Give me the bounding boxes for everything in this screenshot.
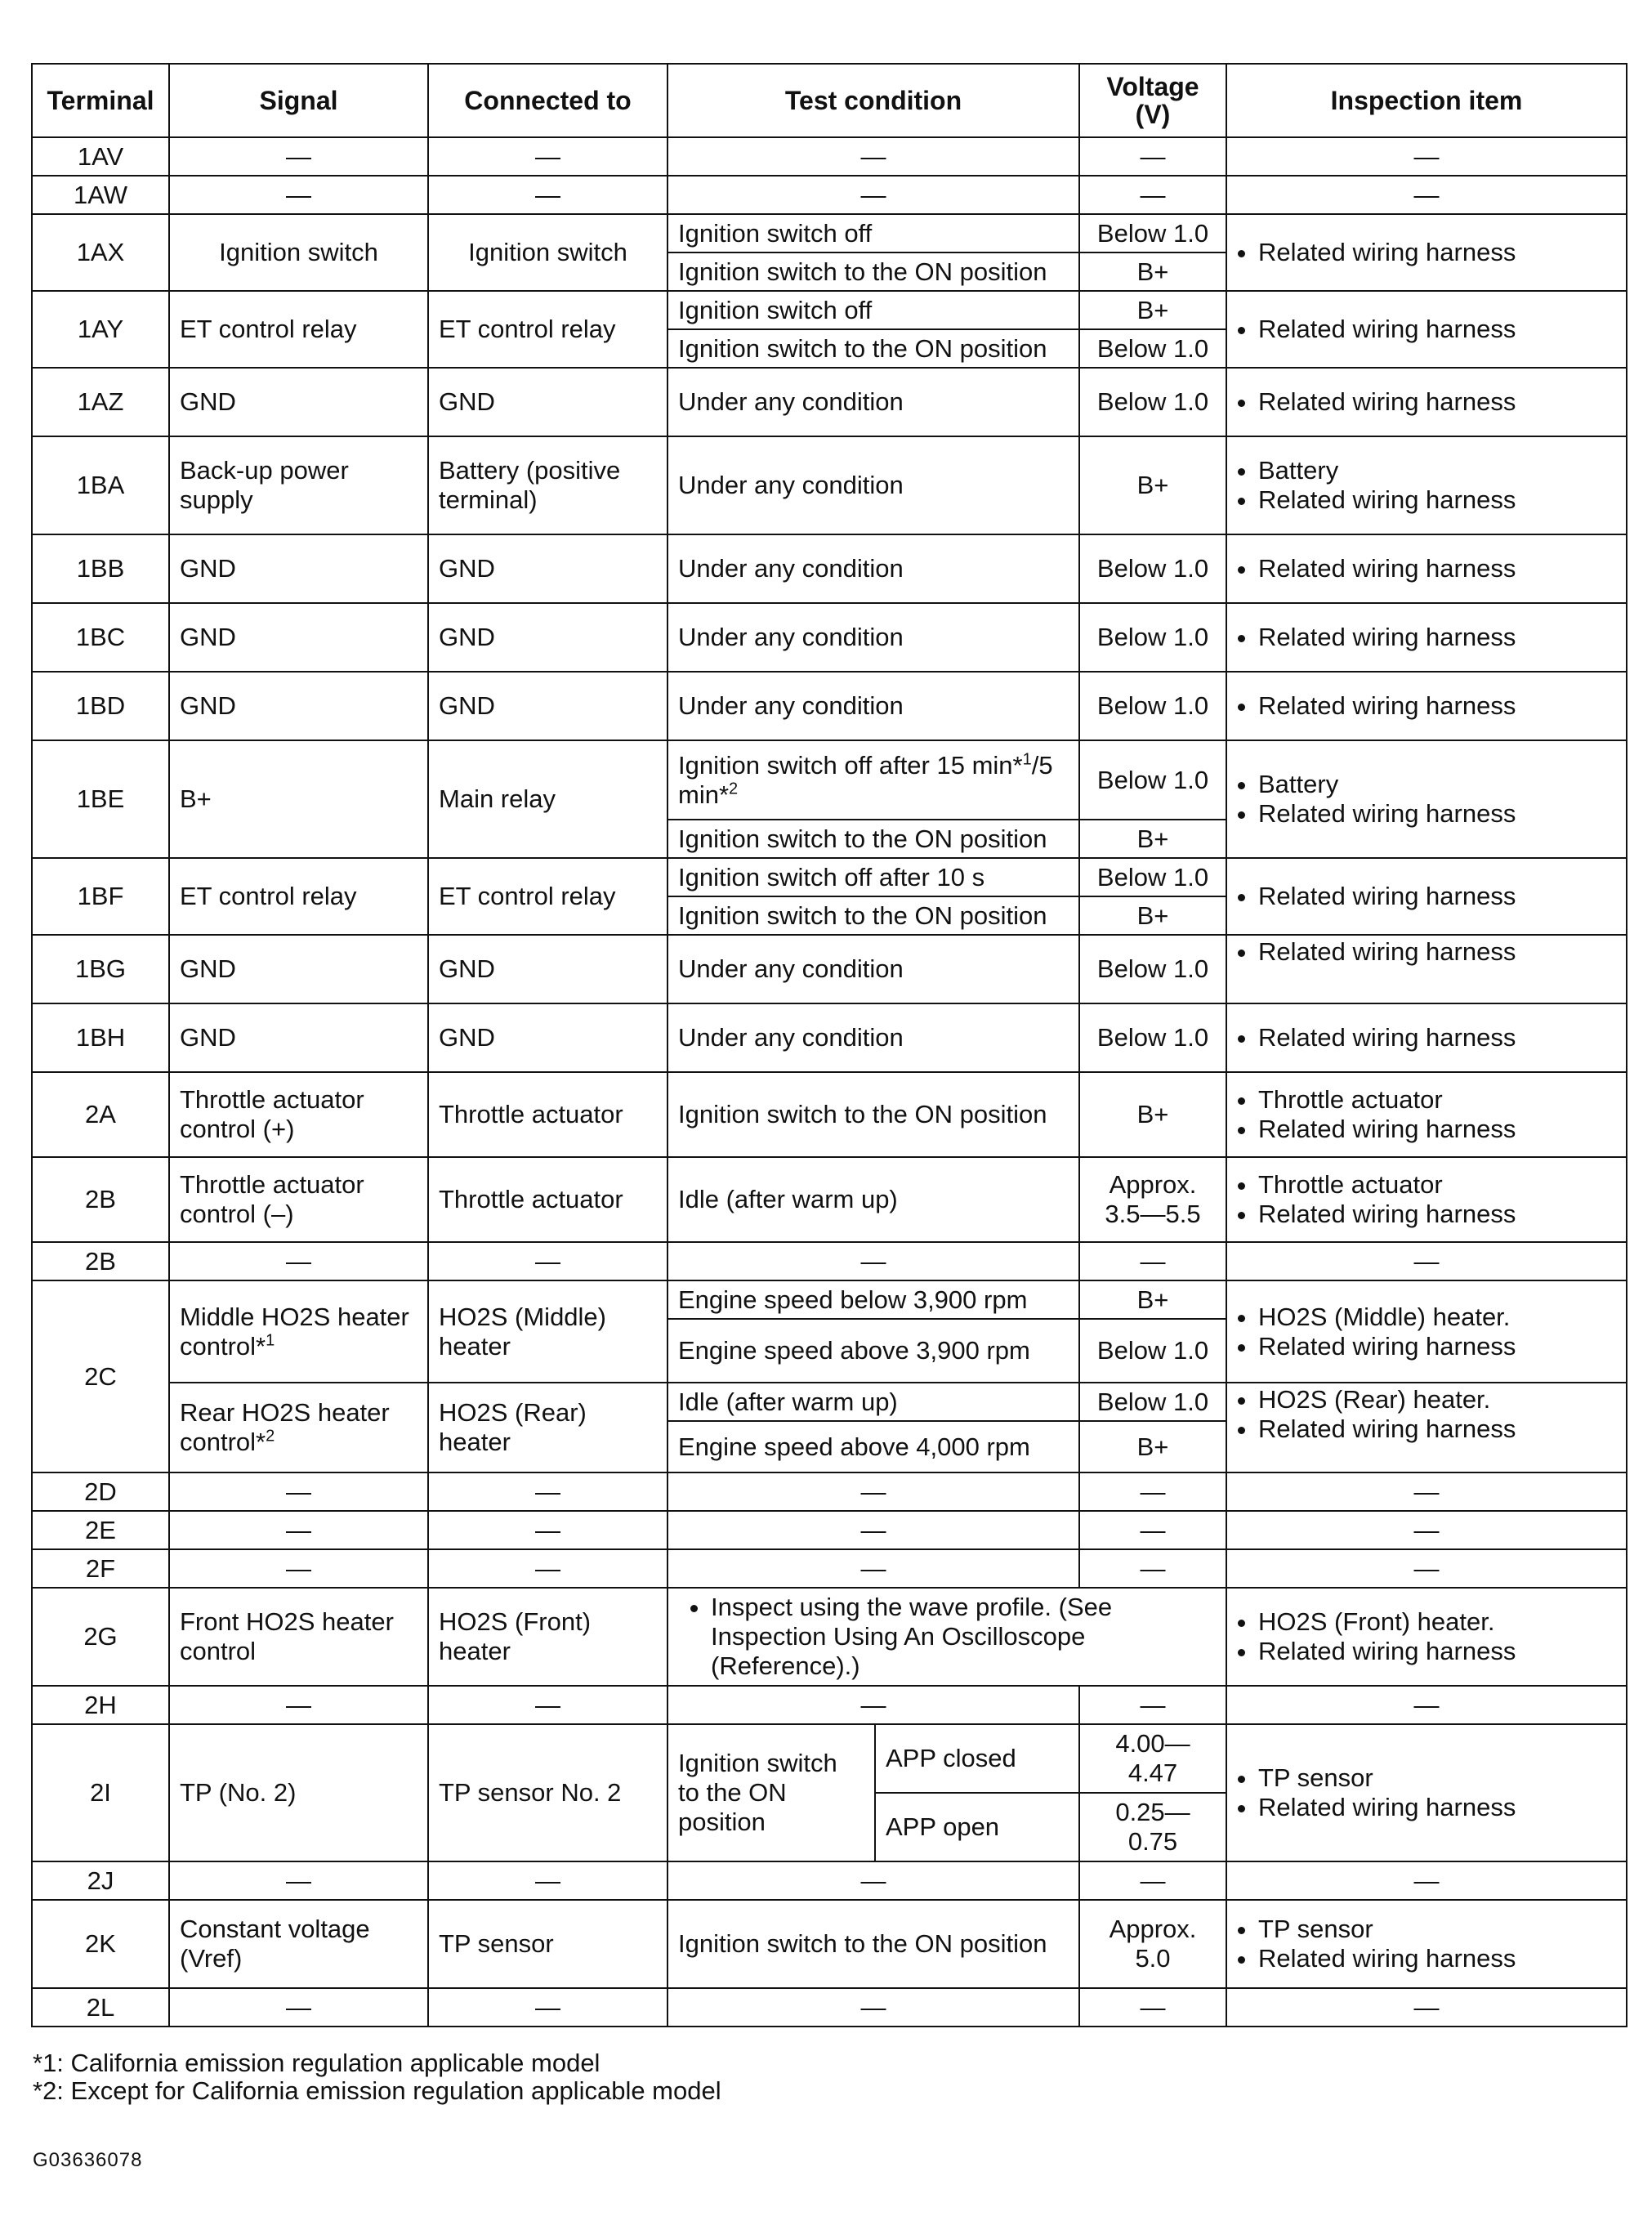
inspection-cell: — — [1226, 1242, 1627, 1280]
voltage-cell: B+ — [1079, 252, 1226, 291]
condition-cell: Ignition switch to the ON position — [667, 1724, 875, 1861]
inspection-item: • Related wiring harness — [1258, 238, 1616, 267]
signal-cell: GND — [169, 672, 428, 740]
inspection-cell: — — [1226, 1686, 1627, 1724]
voltage-cell: B+ — [1079, 820, 1226, 858]
condition-cell: Under any condition — [667, 603, 1079, 672]
connected-cell: — — [428, 1472, 667, 1511]
table-row — [32, 176, 1627, 214]
footnote-ref-2: 2 — [266, 1427, 275, 1446]
footnote-1: *1: California emission regulation applicable model — [33, 2049, 601, 2077]
signal-cell: — — [169, 1242, 428, 1280]
voltage-cell: Below 1.0 — [1079, 603, 1226, 672]
inspection-cell — [1226, 534, 1627, 603]
footnote-ref-2: 2 — [729, 780, 739, 798]
signal-cell: — — [169, 1861, 428, 1900]
voltage-cell: Below 1.0 — [1079, 858, 1226, 896]
inspection-item: • Related wiring harness — [1258, 1115, 1616, 1144]
connected-cell: GND — [428, 368, 667, 436]
table-row — [32, 1861, 1627, 1900]
footnote-ref-1: 1 — [1022, 750, 1032, 769]
connected-cell: — — [428, 1549, 667, 1588]
inspection-item: • Battery — [1258, 456, 1616, 485]
connected-cell: — — [428, 1511, 667, 1549]
voltage-cell: B+ — [1079, 896, 1226, 935]
header-signal: Signal — [169, 64, 428, 137]
condition-sub-cell: APP open — [875, 1793, 1079, 1861]
condition-cell: — — [667, 1988, 1079, 2027]
voltage-cell: — — [1079, 1861, 1226, 1900]
condition-cell: Under any condition — [667, 436, 1079, 534]
inspection-cell — [1226, 858, 1627, 935]
signal-cell: — — [169, 137, 428, 176]
terminal-cell: 2L — [32, 1988, 169, 2027]
inspection-cell: — — [1226, 137, 1627, 176]
condition-cell: Ignition switch to the ON position — [667, 820, 1079, 858]
condition-cell: Ignition switch off — [667, 291, 1079, 329]
terminal-cell: 1BF — [32, 858, 169, 935]
figure-id: G03636078 — [33, 2149, 143, 2171]
condition-cell: — — [667, 1511, 1079, 1549]
voltage-cell: 4.00—4.47 — [1079, 1724, 1226, 1793]
inspection-cell — [1226, 1157, 1627, 1242]
table-row — [32, 1900, 1627, 1988]
inspection-item: • Related wiring harness — [1258, 554, 1616, 583]
condition-cell: Under any condition — [667, 672, 1079, 740]
terminal-cell: 1AY — [32, 291, 169, 368]
inspection-cell — [1226, 603, 1627, 672]
voltage-cell: B+ — [1079, 1421, 1226, 1472]
header-connected-to: Connected to — [428, 64, 667, 137]
inspection-cell — [1226, 368, 1627, 436]
voltage-cell: Below 1.0 — [1079, 1319, 1226, 1383]
terminal-cell: 2B — [32, 1242, 169, 1280]
signal-text: Middle HO2S heater control* — [180, 1302, 409, 1361]
condition-cell: Under any condition — [667, 935, 1079, 1003]
signal-cell: — — [169, 1988, 428, 2027]
terminal-cell: 1BH — [32, 1003, 169, 1072]
table-row — [32, 137, 1627, 176]
table-row — [32, 1280, 1627, 1319]
table-row — [32, 1549, 1627, 1588]
condition-cell: — — [667, 1242, 1079, 1280]
inspection-item: • Related wiring harness — [1258, 1414, 1616, 1444]
voltage-cell: Approx. 5.0 — [1079, 1900, 1226, 1988]
voltage-cell: B+ — [1079, 291, 1226, 329]
voltage-cell: — — [1079, 1511, 1226, 1549]
condition-cell: Engine speed above 4,000 rpm — [667, 1421, 1079, 1472]
condition-sub-cell: APP closed — [875, 1724, 1079, 1793]
inspection-item: • Related wiring harness — [1258, 623, 1616, 652]
signal-cell: — — [169, 1549, 428, 1588]
inspection-item: • Throttle actuator — [1258, 1170, 1616, 1200]
table-row — [32, 436, 1627, 534]
terminal-cell: 2G — [32, 1588, 169, 1686]
voltage-cell: Below 1.0 — [1079, 1383, 1226, 1421]
condition-cell: Under any condition — [667, 368, 1079, 436]
inspection-item: • HO2S (Rear) heater. — [1258, 1385, 1616, 1414]
condition-cell: Ignition switch to the ON position — [667, 329, 1079, 368]
table-header-row — [32, 64, 1627, 137]
signal-cell: GND — [169, 603, 428, 672]
inspection-item: • Related wiring harness — [1258, 315, 1616, 344]
terminal-cell: 2J — [32, 1861, 169, 1900]
voltage-cell: Below 1.0 — [1079, 214, 1226, 252]
condition-cell: Ignition switch off — [667, 214, 1079, 252]
connected-cell: — — [428, 1242, 667, 1280]
table-row — [32, 368, 1627, 436]
inspection-item: • Related wiring harness — [1258, 937, 1616, 967]
signal-cell: ET control relay — [169, 291, 428, 368]
inspection-item: • HO2S (Middle) heater. — [1258, 1303, 1616, 1332]
connected-cell: — — [428, 1686, 667, 1724]
signal-cell: ET control relay — [169, 858, 428, 935]
signal-cell — [169, 1280, 428, 1383]
voltage-cell: B+ — [1079, 1280, 1226, 1319]
terminal-cell: 1BA — [32, 436, 169, 534]
table-row — [32, 1588, 1627, 1686]
terminal-cell: 1AV — [32, 137, 169, 176]
voltage-cell: Below 1.0 — [1079, 368, 1226, 436]
voltage-cell: — — [1079, 1242, 1226, 1280]
signal-cell: GND — [169, 534, 428, 603]
connected-cell: Throttle actuator — [428, 1157, 667, 1242]
voltage-cell: Below 1.0 — [1079, 534, 1226, 603]
terminal-cell: 2A — [32, 1072, 169, 1157]
inspection-cell — [1226, 436, 1627, 534]
signal-cell: GND — [169, 1003, 428, 1072]
terminal-cell: 1BD — [32, 672, 169, 740]
signal-cell: — — [169, 1511, 428, 1549]
condition-cell: — — [667, 1472, 1079, 1511]
inspection-item: • HO2S (Front) heater. — [1258, 1607, 1616, 1637]
terminal-cell: 1AZ — [32, 368, 169, 436]
signal-cell: Back-up power supply — [169, 436, 428, 534]
condition-cell: Engine speed below 3,900 rpm — [667, 1280, 1079, 1319]
terminal-cell: 2D — [32, 1472, 169, 1511]
signal-cell: B+ — [169, 740, 428, 858]
signal-cell: Ignition switch — [169, 214, 428, 291]
terminal-cell: 1BE — [32, 740, 169, 858]
terminal-cell: 1AW — [32, 176, 169, 214]
condition-cell: Ignition switch to the ON position — [667, 252, 1079, 291]
condition-cell: — — [667, 1549, 1079, 1588]
voltage-cell: Below 1.0 — [1079, 672, 1226, 740]
voltage-cell: — — [1079, 137, 1226, 176]
table-row — [32, 1511, 1627, 1549]
inspection-cell — [1226, 214, 1627, 291]
connected-cell: ET control relay — [428, 291, 667, 368]
condition-cell: Ignition switch to the ON position — [667, 896, 1079, 935]
connected-cell: HO2S (Front) heater — [428, 1588, 667, 1686]
terminal-cell: 1BC — [32, 603, 169, 672]
condition-cell: Idle (after warm up) — [667, 1157, 1079, 1242]
table-row — [32, 1242, 1627, 1280]
table-row — [32, 1157, 1627, 1242]
inspection-item: • Related wiring harness — [1258, 691, 1616, 721]
inspection-item: • Related wiring harness — [1258, 1793, 1616, 1822]
condition-cell: Ignition switch off after 10 s — [667, 858, 1079, 896]
signal-cell — [169, 1383, 428, 1472]
condition-cell: Idle (after warm up) — [667, 1383, 1079, 1421]
connected-cell: — — [428, 1988, 667, 2027]
inspection-item: • Related wiring harness — [1258, 882, 1616, 911]
condition-cell — [667, 740, 1079, 820]
signal-text: Rear HO2S heater control* — [180, 1398, 390, 1456]
inspection-item: • Related wiring harness — [1258, 1023, 1616, 1052]
footnote-2: *2: Except for California emission regulation applicable model — [33, 2076, 721, 2105]
table-row — [32, 672, 1627, 740]
inspection-item: • TP sensor — [1258, 1915, 1616, 1944]
connected-cell: — — [428, 1861, 667, 1900]
signal-cell: — — [169, 176, 428, 214]
voltage-cell: Below 1.0 — [1079, 740, 1226, 820]
connected-cell: GND — [428, 672, 667, 740]
voltage-cell: B+ — [1079, 1072, 1226, 1157]
inspection-cell — [1226, 291, 1627, 368]
connected-cell: Main relay — [428, 740, 667, 858]
condition-cell: Ignition switch to the ON position — [667, 1072, 1079, 1157]
inspection-item: • Related wiring harness — [1258, 1944, 1616, 1973]
signal-cell: Constant voltage (Vref) — [169, 1900, 428, 1988]
condition-cell: Under any condition — [667, 534, 1079, 603]
terminal-cell: 2K — [32, 1900, 169, 1988]
table-row — [32, 1383, 1627, 1421]
signal-cell: TP (No. 2) — [169, 1724, 428, 1861]
connected-cell: Throttle actuator — [428, 1072, 667, 1157]
table-row — [32, 1003, 1627, 1072]
table-row — [32, 1988, 1627, 2027]
terminal-cell: 2H — [32, 1686, 169, 1724]
terminal-cell: 2F — [32, 1549, 169, 1588]
table-row — [32, 603, 1627, 672]
condition-cell: — — [667, 137, 1079, 176]
connected-cell: GND — [428, 603, 667, 672]
connected-cell: GND — [428, 534, 667, 603]
connected-cell: TP sensor No. 2 — [428, 1724, 667, 1861]
inspection-item: • TP sensor — [1258, 1763, 1616, 1793]
voltage-cell: — — [1079, 1988, 1226, 2027]
table-row — [32, 935, 1627, 1003]
table-row — [32, 214, 1627, 252]
terminal-cell: 2E — [32, 1511, 169, 1549]
inspection-cell: — — [1226, 1861, 1627, 1900]
voltage-cell: 0.25—0.75 — [1079, 1793, 1226, 1861]
signal-cell: GND — [169, 368, 428, 436]
connected-cell: — — [428, 176, 667, 214]
inspection-cell: — — [1226, 1472, 1627, 1511]
table-row — [32, 858, 1627, 896]
condition-cell: Under any condition — [667, 1003, 1079, 1072]
connected-cell: — — [428, 137, 667, 176]
inspection-item: • Related wiring harness — [1258, 1332, 1616, 1361]
header-voltage: Voltage (V) — [1079, 64, 1226, 137]
table-row — [32, 291, 1627, 329]
terminal-cell: 2C — [32, 1280, 169, 1472]
signal-cell: Front HO2S heater control — [169, 1588, 428, 1686]
inspection-cell — [1226, 1280, 1627, 1383]
inspection-item: • Related wiring harness — [1258, 799, 1616, 829]
inspection-item: • Throttle actuator — [1258, 1085, 1616, 1115]
inspection-cell — [1226, 1383, 1627, 1472]
signal-cell: — — [169, 1686, 428, 1724]
inspection-cell — [1226, 1003, 1627, 1072]
terminal-cell: 2B — [32, 1157, 169, 1242]
footnotes — [33, 2049, 721, 2105]
signal-cell: Throttle actuator control (+) — [169, 1072, 428, 1157]
condition-text: Ignition switch off after 15 min* — [678, 750, 1023, 780]
table-row — [32, 740, 1627, 820]
inspection-cell — [1226, 1072, 1627, 1157]
condition-text: /5 min* — [678, 750, 1053, 809]
terminal-inspection-table — [31, 63, 1627, 2027]
voltage-cell: — — [1079, 1549, 1226, 1588]
footnote-ref-1: 1 — [266, 1331, 275, 1350]
connected-cell: GND — [428, 1003, 667, 1072]
inspection-cell — [1226, 1900, 1627, 1988]
connected-cell: GND — [428, 935, 667, 1003]
connected-cell: Ignition switch — [428, 214, 667, 291]
voltage-cell: Approx. 3.5—5.5 — [1079, 1157, 1226, 1242]
inspection-cell — [1226, 672, 1627, 740]
condition-cell: Engine speed above 3,900 rpm — [667, 1319, 1079, 1383]
header-inspection-item: Inspection item — [1226, 64, 1627, 137]
inspection-cell: — — [1226, 1549, 1627, 1588]
inspection-item: • Related wiring harness — [1258, 1200, 1616, 1229]
inspection-cell — [1226, 740, 1627, 858]
table-row — [32, 1686, 1627, 1724]
voltage-cell: — — [1079, 1686, 1226, 1724]
terminal-cell: 2I — [32, 1724, 169, 1861]
condition-cell: Ignition switch to the ON position — [667, 1900, 1079, 1988]
voltage-cell: B+ — [1079, 436, 1226, 534]
table-row — [32, 1472, 1627, 1511]
connected-cell: Battery (positive terminal) — [428, 436, 667, 534]
condition-cell — [667, 1588, 1226, 1686]
table-row — [32, 1072, 1627, 1157]
header-terminal: Terminal — [32, 64, 169, 137]
voltage-cell: Below 1.0 — [1079, 329, 1226, 368]
voltage-cell: — — [1079, 1472, 1226, 1511]
inspection-cell: — — [1226, 176, 1627, 214]
inspection-cell — [1226, 1588, 1627, 1686]
signal-cell: Throttle actuator control (–) — [169, 1157, 428, 1242]
table-row — [32, 534, 1627, 603]
terminal-cell: 1BB — [32, 534, 169, 603]
inspection-item: • Battery — [1258, 770, 1616, 799]
condition-cell: — — [667, 1686, 1079, 1724]
connected-cell: ET control relay — [428, 858, 667, 935]
condition-item: • Inspect using the wave profile. (See Inspection Using An Oscilloscope (Reference).) — [711, 1593, 1216, 1681]
connected-cell: HO2S (Rear) heater — [428, 1383, 667, 1472]
terminal-cell: 1BG — [32, 935, 169, 1003]
connected-cell: TP sensor — [428, 1900, 667, 1988]
header-test-condition: Test condition — [667, 64, 1079, 137]
inspection-cell — [1226, 1724, 1627, 1861]
terminal-cell: 1AX — [32, 214, 169, 291]
inspection-item: • Related wiring harness — [1258, 387, 1616, 417]
inspection-item: • Related wiring harness — [1258, 485, 1616, 515]
table-row — [32, 1724, 1627, 1793]
inspection-cell: — — [1226, 1511, 1627, 1549]
inspection-cell — [1226, 935, 1627, 1003]
condition-cell: — — [667, 176, 1079, 214]
inspection-cell: — — [1226, 1988, 1627, 2027]
inspection-item: • Related wiring harness — [1258, 1637, 1616, 1666]
condition-cell: — — [667, 1861, 1079, 1900]
connected-cell: HO2S (Middle) heater — [428, 1280, 667, 1383]
voltage-cell: Below 1.0 — [1079, 1003, 1226, 1072]
voltage-cell: Below 1.0 — [1079, 935, 1226, 1003]
signal-cell: GND — [169, 935, 428, 1003]
voltage-cell: — — [1079, 176, 1226, 214]
signal-cell: — — [169, 1472, 428, 1511]
